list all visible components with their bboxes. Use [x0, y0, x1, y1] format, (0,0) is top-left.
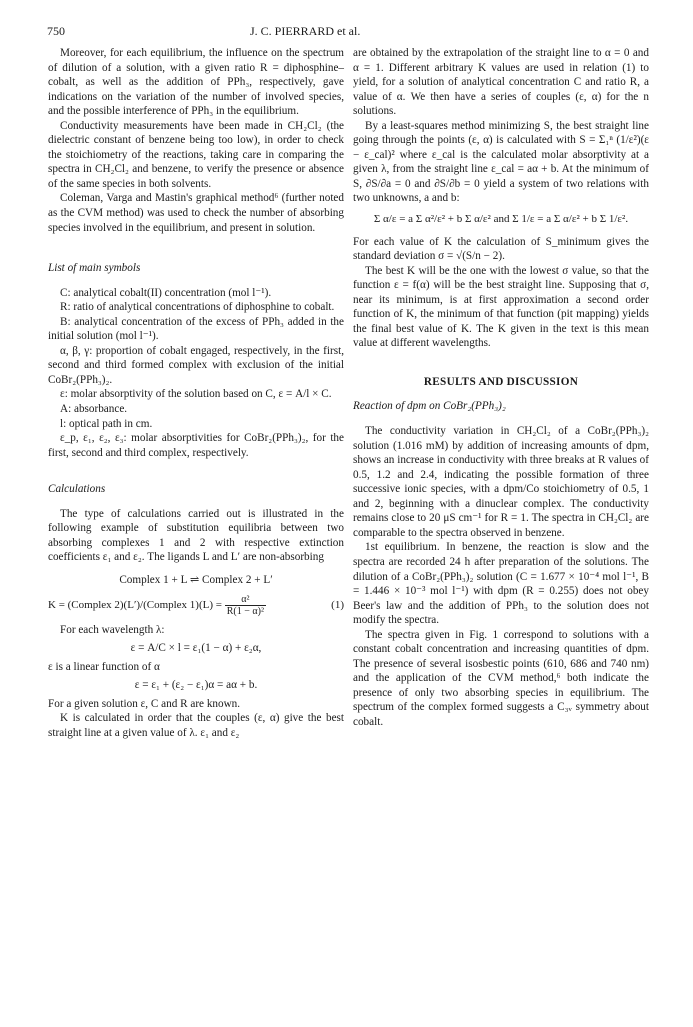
paragraph: For each value of K the calculation of S_minimum gives the standard deviation σ = √(S/n − 2). — [353, 235, 649, 263]
paragraph: are obtained by the extrapolation of the straight line to α = 0 and α = 1. Different arbitrary K values are used in relation (1) to yield, for a solution of analytical concentration C and ratio R, a value of α. We then have a series of couples (ε, α) for the n solutions. — [353, 47, 649, 118]
symbol-item: C: analytical cobalt(II) concentration (mol l⁻¹). — [60, 286, 272, 299]
equation-sums: Σ α/ε = a Σ α²/ε² + b Σ α/ε² and Σ 1/ε = a Σ α/ε² + b Σ 1/ε². — [373, 213, 629, 226]
equation-K-numerator: α² — [225, 594, 266, 606]
symbol-item: A: absorbance. — [60, 403, 128, 416]
equation-epsilon-1: ε = A/C × l = ε₁(1 − α) + ε₂α, — [130, 642, 262, 655]
symbol-item: R: ratio of analytical concentrations of diphosphine to cobalt. — [60, 301, 335, 314]
equation-label: (1) — [331, 598, 344, 611]
paragraph: For each wavelength λ: — [60, 623, 165, 636]
equation-K-fraction — [225, 594, 266, 617]
equation-K-denominator: R(1 − α)² — [226, 605, 264, 617]
running-title: J. C. PIERRARD et al. — [250, 24, 361, 38]
symbol-item: α, β, γ: proportion of cobalt engaged, respectively, in the first, second and third formed complex with exclusion of the initial CoBr₂(PPh₃)₂. — [48, 344, 344, 386]
paragraph: The spectra given in Fig. 1 correspond to solutions with a constant cobalt concentration and increasing quantities of dpm. The presence of several isosbestic points (610, 686 and 740 nm) and the application of the CVM method,⁶ both indicate the presence of only two absorbing species in equilibrium. The spectrum of the complex formed suggests a C₃ᵥ symmetry about cobalt. — [353, 628, 649, 728]
paragraph: 1st equilibrium. In benzene, the reaction is slow and the spectra are recorded 24 h after preparation of the solutions. The dilution of a CoBr₂(PPh₃)₂ solution (C = 1.677 × 10⁻⁴ mol l⁻¹, B = 1.446 × 10⁻³ mol l⁻¹) with dpm (R = 0.255) does not obey Beer's law and the addition of PPh₃ to the solution does not modify the spectra. — [353, 541, 649, 627]
right-column — [353, 46, 649, 730]
symbol-item: ε: molar absorptivity of the solution based on C, ε = A/l × C. — [60, 388, 332, 401]
equation-K — [48, 594, 344, 617]
results-heading: RESULTS AND DISCUSSION — [423, 375, 579, 388]
paragraph: The type of calculations carried out is illustrated in the following example of substitution equilibria between two absorbing complexes 1 and 2 with respective extinction coefficients ε₁ and ε₂. The ligands L and L′ are non-absorbing — [48, 507, 344, 564]
page-number: 750 — [47, 24, 65, 38]
equation-epsilon-2: ε = ε₁ + (ε₂ − ε₁)α = aα + b. — [134, 679, 258, 692]
symbols-heading: List of main symbols — [48, 262, 141, 275]
equation-reaction: Complex 1 + L ⇌ Complex 2 + L′ — [119, 573, 273, 586]
paragraph: The conductivity variation in CH₂Cl₂ of a CoBr₂(PPh₃)₂ solution (1.016 mM) by addition of increasing amounts of dpm, shows an increase in conductivity with three breaks at R values of 0.5, 1.2 and 2.4, indicating the possible formation of three successive ionic species, with a dpm/Co stoichiometry of 0.5, 1 and 2, beginning with a dinuclear complex. The conductivity remains close to 20 μS cm⁻¹ for R = 1. The spectra in CH₂Cl₂ are comparable to the spectra observed in benzene. — [353, 425, 649, 539]
equation-K-left: K = (Complex 2)(L′)/(Complex 1)(L) = — [48, 598, 225, 611]
symbol-item: B: analytical concentration of the excess of PPh₃ added in the initial solution (mol l⁻¹). — [48, 315, 344, 343]
paragraph: Conductivity measurements have been made in CH₂Cl₂ (the dielectric constant of benzene being too low), in order to check the stoichiometry of the reactions, taking care in comparing the spectra in CH₂Cl₂ and benzene, to verify the presence or absence of the same species in both solvents. — [48, 119, 344, 190]
paragraph: K is calculated in order that the couples (ε, α) give the best straight line at a given value of λ. ε₁ and ε₂ — [48, 712, 344, 739]
paragraph: Moreover, for each equilibrium, the influence on the spectrum of dilution of a solution, with a given ratio R = diphosphine–cobalt, as well as the addition of PPh₃, respectively, gave indications on the variation of the number of involved species, and the possible interference of PPh₃ in the equilibrium. — [48, 47, 344, 118]
paragraph: The best K will be the one with the lowest σ value, so that the function ε = f(α) will be the best straight line. Supposing that σ, near its minimum, is at first approximation a second order function of K, the minimum of that function (pit mapping) yields the final best value of K. The K given in the text is this mean value at different wavelengths. — [353, 264, 649, 350]
symbol-item: l: optical path in cm. — [60, 417, 153, 430]
reaction-heading: Reaction of dpm on CoBr₂(PPh₃)₂ — [353, 400, 506, 413]
paragraph: For a given solution ε, C and R are known. — [48, 697, 241, 710]
paragraph: ε is a linear function of α — [48, 660, 160, 673]
paragraph: By a least-squares method minimizing S, the best straight line going through the points (ε, α) is calculated with S = Σ₁ⁿ (1/ε²)(ε − ε_cal)² where ε_cal is the calculated molar absorptivity at a given λ, from the straight line ε_cal = aα + b. At the minimum of S, ∂S/∂a = 0 and ∂S/∂b = 0 yield a system of two relations with two unknowns, a and b: — [353, 119, 649, 205]
paragraph: Coleman, Varga and Mastin's graphical method⁶ (further noted as the CVM method) was used to check the number of absorbing species involved in the equilibrium, and present in solution. — [48, 192, 344, 234]
symbol-item: ε_p, ε₁, ε₂, ε₃: molar absorptivities for CoBr₂(PPh₃)₂, for the first, second and third complex, respectively. — [48, 432, 344, 459]
left-column — [48, 46, 344, 740]
calculations-heading: Calculations — [48, 483, 106, 496]
